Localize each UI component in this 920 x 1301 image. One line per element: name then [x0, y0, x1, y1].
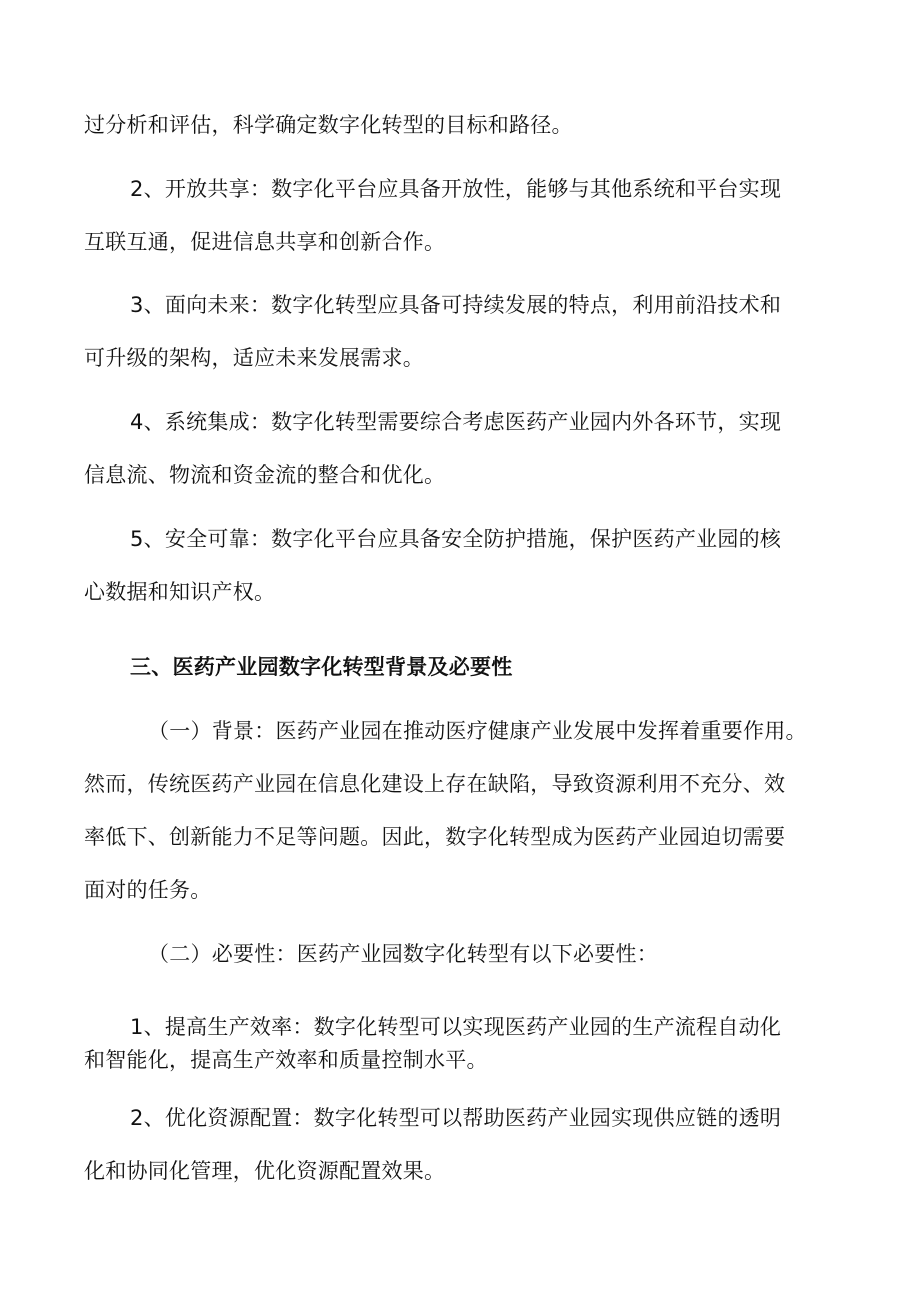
list-item-resource-allocation: 2、优化资源配置：数字化转型可以帮助医药产业园实现供应链的透明 — [130, 1106, 782, 1130]
paragraph-line: 面对的任务。 — [84, 878, 212, 902]
section-heading: 三、医药产业园数字化转型背景及必要性 — [130, 655, 513, 679]
list-item-system-integration: 4、系统集成：数字化转型需要综合考虑医药产业园内外各环节，实现 — [130, 410, 782, 434]
list-item-security: 5、安全可靠：数字化平台应具备安全防护措施，保护医药产业园的核 — [130, 527, 782, 551]
paragraph-line: 互联互通，促进信息共享和创新合作。 — [84, 230, 446, 254]
list-item-future-oriented: 3、面向未来：数字化转型应具备可持续发展的特点，利用前沿技术和 — [130, 293, 782, 317]
paragraph-line: 信息流、物流和资金流的整合和优化。 — [84, 463, 446, 487]
subsection-necessity: （二）必要性：医药产业园数字化转型有以下必要性： — [148, 942, 658, 966]
list-item-efficiency: 1、提高生产效率：数字化转型可以实现医药产业园的生产流程自动化 — [130, 1015, 782, 1039]
paragraph-line: 然而，传统医药产业园在信息化建设上存在缺陷，导致资源利用不充分、效 — [84, 772, 786, 796]
paragraph-line: 过分析和评估，科学确定数字化转型的目标和路径。 — [84, 113, 573, 137]
paragraph-line: 心数据和知识产权。 — [84, 580, 276, 604]
paragraph-line: 率低下、创新能力不足等问题。因此，数字化转型成为医药产业园迫切需要 — [84, 825, 786, 849]
paragraph-line: 和智能化，提高生产效率和质量控制水平。 — [84, 1048, 488, 1072]
list-item-open-sharing: 2、开放共享：数字化平台应具备开放性，能够与其他系统和平台实现 — [130, 177, 782, 201]
paragraph-line: 化和协同化管理，优化资源配置效果。 — [84, 1159, 446, 1183]
paragraph-line: 可升级的架构，适应未来发展需求。 — [84, 346, 424, 370]
subsection-background: （一）背景：医药产业园在推动医疗健康产业发展中发挥着重要作用。 — [148, 719, 807, 743]
